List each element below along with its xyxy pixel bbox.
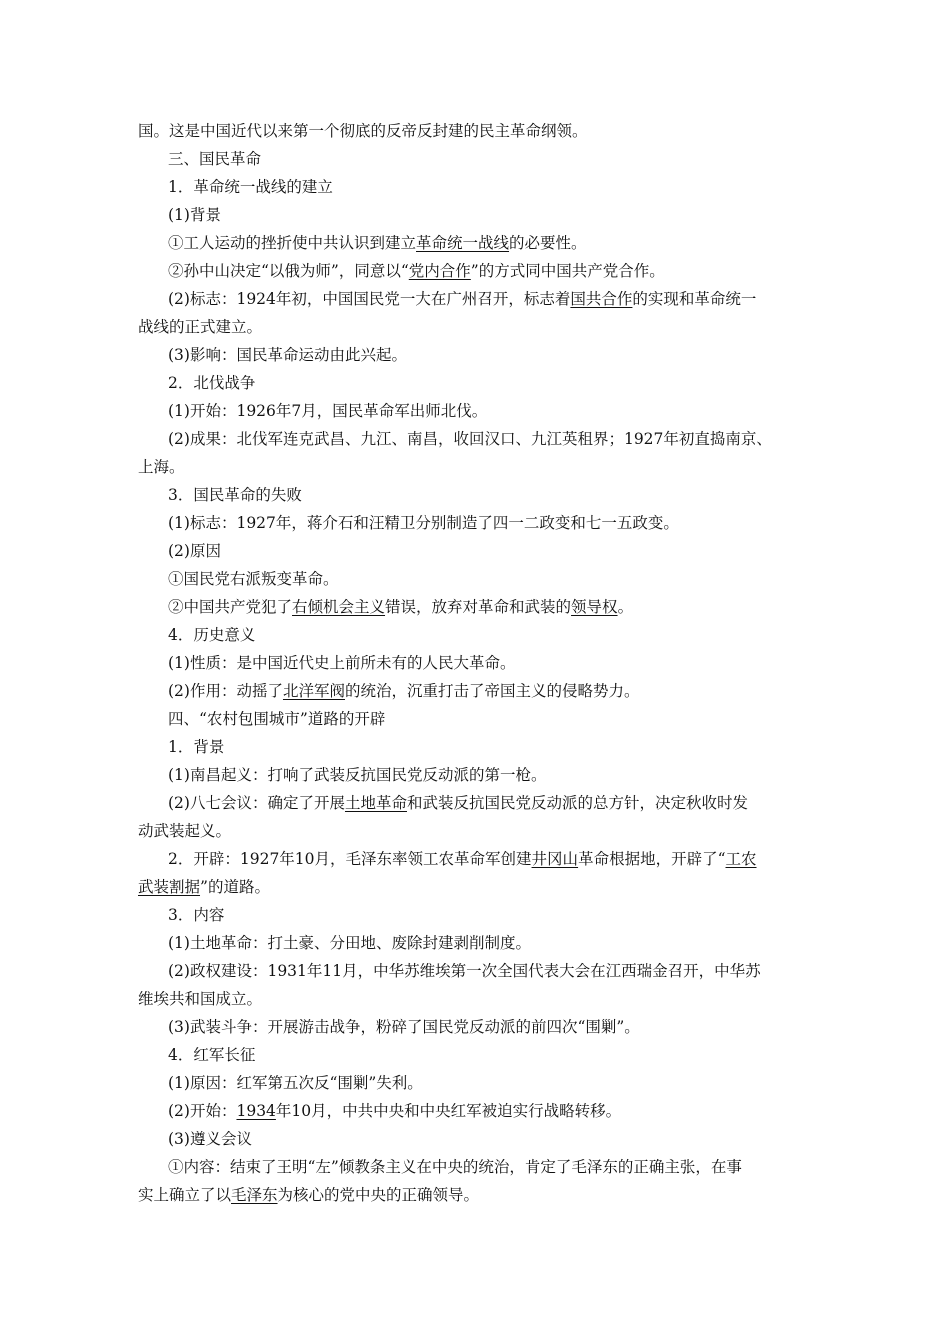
text-segment: 。 — [617, 598, 634, 616]
text-segment: 4．红军长征 — [168, 1046, 256, 1064]
text-segment: (1)背景 — [168, 206, 221, 224]
text-line — [168, 597, 818, 617]
text-segment: (2)八七会议：确定了开展 — [168, 794, 345, 812]
text-segment: ①工人运动的挫折使中共认识到建立 — [168, 234, 417, 252]
text-line — [168, 401, 818, 421]
subsection-heading — [168, 737, 818, 757]
text-line — [168, 793, 818, 813]
text-line — [168, 933, 818, 953]
text-segment: 四、“农村包围城市”道路的开辟 — [168, 710, 386, 728]
text-segment: 为核心的党中央的正确领导。 — [277, 1186, 480, 1204]
text-segment: ②中国共产党犯了 — [168, 598, 293, 616]
text-segment: (2)政权建设：1931年11月，中华苏维埃第一次全国代表大会在江西瑞金召开，中华苏 — [168, 962, 761, 980]
text-segment: ①内容：结束了王明“左”倾教条主义在中央的统治，肯定了毛泽东的正确主张，在事 — [168, 1158, 742, 1176]
text-segment: 三、国民革命 — [168, 150, 262, 168]
text-segment: ”的道路。 — [200, 878, 270, 896]
text-line — [138, 457, 818, 477]
underlined-keyword: 革命统一战线 — [416, 234, 510, 252]
text-segment: (1)标志：1927年，蒋介石和汪精卫分别制造了四一二政变和七一五政变。 — [168, 514, 679, 532]
text-line — [138, 989, 818, 1009]
text-segment: (1)性质：是中国近代史上前所未有的人民大革命。 — [168, 654, 516, 672]
text-segment: ①国民党右派叛变革命。 — [168, 570, 339, 588]
text-segment: ②孙中山决定“以俄为师”，同意以“ — [168, 262, 409, 280]
text-line — [168, 1129, 818, 1149]
underlined-keyword: 北洋军阀 — [282, 682, 345, 700]
text-line — [168, 1017, 818, 1037]
text-segment: ”的方式同中国共产党合作。 — [470, 262, 665, 280]
underlined-keyword: 领导权 — [571, 598, 618, 616]
text-segment: 3．国民革命的失败 — [168, 486, 302, 504]
underlined-keyword: 党内合作 — [408, 262, 471, 280]
text-line — [168, 653, 818, 673]
subsection-heading — [168, 1045, 818, 1065]
text-segment: (3)遵义会议 — [168, 1130, 252, 1148]
text-line — [168, 849, 818, 869]
underlined-keyword: 国共合作 — [570, 290, 633, 308]
text-segment: (2)标志：1924年初，中国国民党一大在广州召开，标志着 — [168, 290, 571, 308]
text-segment: 国。这是中国近代以来第一个彻底的反帝反封建的民主革命纲领。 — [138, 122, 588, 140]
text-segment: 战线的正式建立。 — [138, 318, 263, 336]
text-segment: 1．革命统一战线的建立 — [168, 178, 333, 196]
underlined-keyword: 武装割据 — [138, 878, 201, 896]
text-line — [168, 1157, 818, 1177]
text-segment: (2)成果：北伐军连克武昌、九江、南昌，收回汉口、九江英租界；1927年初直捣南京、 — [168, 430, 772, 448]
text-segment: 革命根据地，开辟了“ — [578, 850, 726, 868]
text-segment: 4．历史意义 — [168, 626, 256, 644]
text-segment: 3．内容 — [168, 906, 225, 924]
text-line — [168, 765, 818, 785]
text-line — [168, 345, 818, 365]
text-segment: 2．北伐战争 — [168, 374, 256, 392]
subsection-heading — [168, 625, 818, 645]
text-segment: 上海。 — [138, 458, 185, 476]
text-segment: 的必要性。 — [509, 234, 587, 252]
subsection-heading — [168, 485, 818, 505]
text-segment: 2．开辟：1927年10月，毛泽东率领工农革命军创建 — [168, 850, 532, 868]
text-segment: 的统治，沉重打击了帝国主义的侵略势力。 — [344, 682, 640, 700]
text-line — [168, 289, 818, 309]
text-line — [168, 541, 818, 561]
text-line — [168, 261, 818, 281]
subsection-heading — [168, 905, 818, 925]
text-line — [168, 1101, 818, 1121]
text-segment: 错误，放弃对革命和武装的 — [385, 598, 572, 616]
text-line — [168, 569, 818, 589]
text-segment: (3)武装斗争：开展游击战争，粉碎了国民党反动派的前四次“围剿”。 — [168, 1018, 640, 1036]
text-segment: 维埃共和国成立。 — [138, 990, 263, 1008]
text-line — [168, 961, 818, 981]
text-line — [168, 513, 818, 533]
text-segment: (2)开始： — [168, 1102, 237, 1120]
underlined-keyword: 工农 — [725, 850, 757, 868]
text-line — [168, 1073, 818, 1093]
section-heading — [168, 709, 818, 729]
text-segment: (2)原因 — [168, 542, 221, 560]
underlined-keyword: 右倾机会主义 — [292, 598, 386, 616]
underlined-keyword: 1934 — [236, 1102, 276, 1120]
text-line — [138, 317, 818, 337]
underlined-keyword: 井冈山 — [531, 850, 579, 868]
text-line — [138, 1185, 818, 1205]
text-line — [138, 121, 818, 141]
text-segment: 1．背景 — [168, 738, 225, 756]
subsection-heading — [168, 373, 818, 393]
text-segment: (1)原因：红军第五次反“围剿”失利。 — [168, 1074, 423, 1092]
underlined-keyword: 毛泽东 — [231, 1186, 278, 1204]
text-line — [168, 233, 818, 253]
text-line — [168, 205, 818, 225]
text-segment: (1)南昌起义：打响了武装反抗国民党反动派的第一枪。 — [168, 766, 547, 784]
text-line — [168, 429, 818, 449]
text-segment: 动武装起义。 — [138, 822, 232, 840]
text-segment: 年10月，中共中央和中央红军被迫实行战略转移。 — [275, 1102, 622, 1120]
text-segment: 实上确立了以 — [138, 1186, 232, 1204]
text-line — [138, 821, 818, 841]
text-segment: (1)开始：1926年7月，国民革命军出师北伐。 — [168, 402, 488, 420]
section-heading — [168, 149, 818, 169]
subsection-heading — [168, 177, 818, 197]
underlined-keyword: 土地革命 — [344, 794, 407, 812]
text-segment: (1)土地革命：打土豪、分田地、废除封建剥削制度。 — [168, 934, 531, 952]
text-segment: (2)作用：动摇了 — [168, 682, 283, 700]
text-segment: 和武装反抗国民党反动派的总方针，决定秋收时发 — [406, 794, 748, 812]
text-segment: 的实现和革命统一 — [632, 290, 757, 308]
text-segment: (3)影响：国民革命运动由此兴起。 — [168, 346, 407, 364]
text-line — [168, 681, 818, 701]
text-line — [138, 877, 818, 897]
